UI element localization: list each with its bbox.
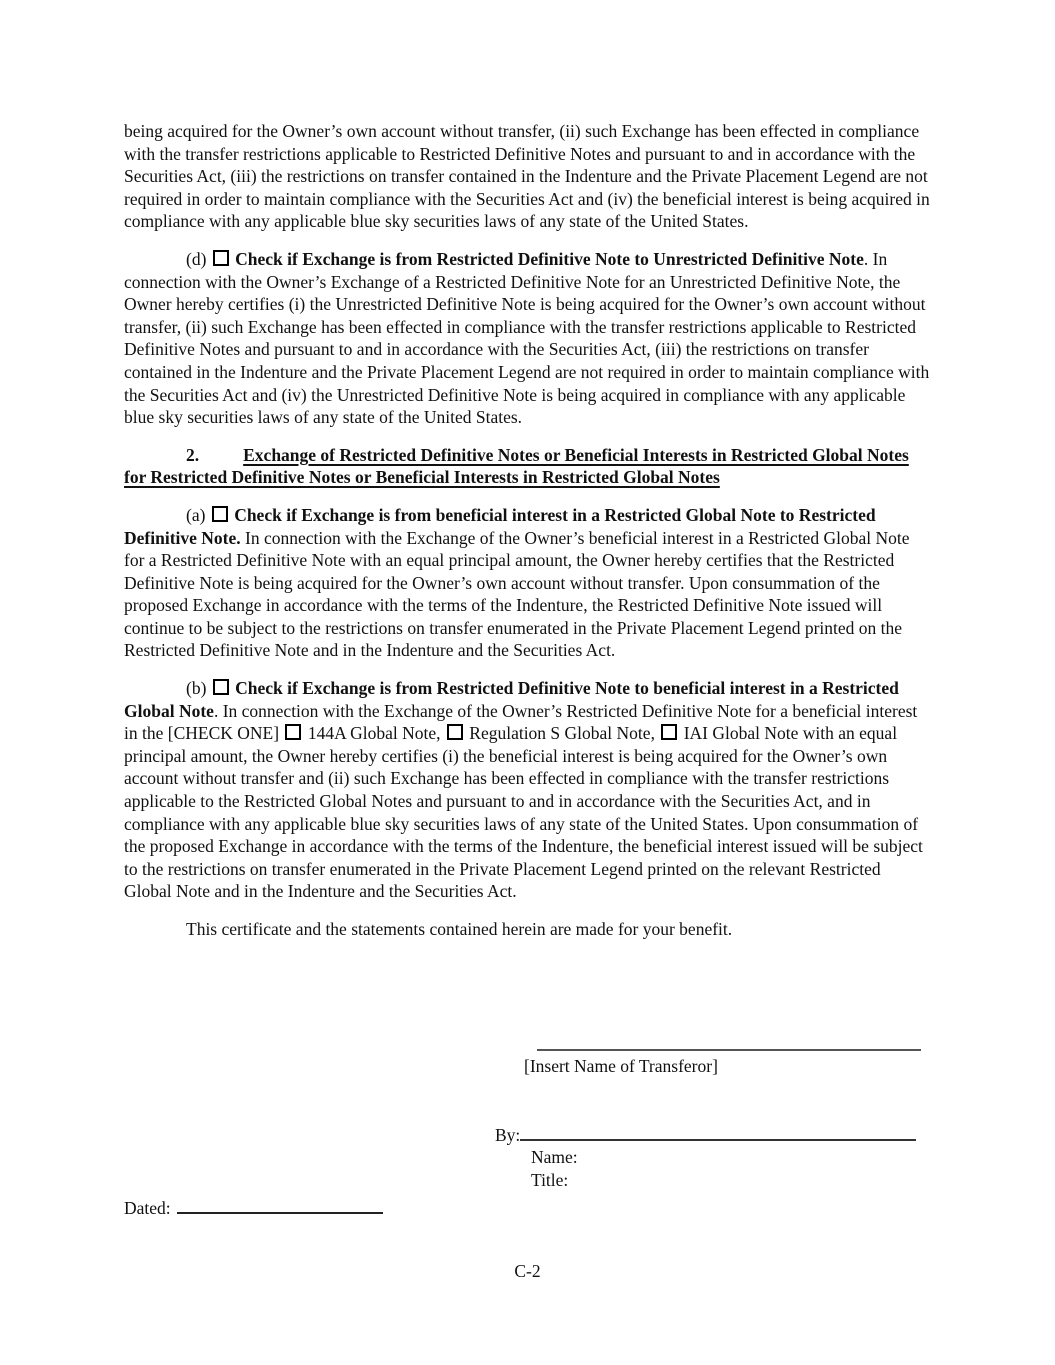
section-2-number: 2. — [186, 444, 200, 465]
transferor-signature-line — [537, 1049, 921, 1051]
checkbox-icon — [213, 250, 229, 266]
paragraph-a — [124, 504, 931, 662]
item-b-body-before: In connection with the Exchange of the Owner’s Restricted Definitive Note for a beneficial interest in the [CHECK ONE] — [124, 700, 918, 744]
option-iai-label: IAI Global Note — [683, 723, 799, 744]
continuation-text: being acquired for the Owner’s own account without transfer, (ii) such Exchange has been effected in compliance with the transfer restrictions applicable to Restricted Definitive Notes and pursuant to and in accordance with the Securities Act, (iii) the restrictions on transfer contained in the Indenture and the Private Placement Legend are not required in order to maintain compliance with the Securities Act and (iv) the beneficial interest is being acquired in compliance with any applicable blue sky securities laws of any state of the United States. — [124, 121, 930, 232]
item-d-heading: Check if Exchange is from Restricted Definitive Note to Unrestricted Definitive Note — [235, 248, 864, 269]
checkbox-icon — [213, 679, 229, 695]
paragraph-continuation — [124, 120, 931, 233]
document-body — [124, 120, 931, 941]
dated-line — [177, 1196, 383, 1214]
page-number: C-2 — [514, 1261, 541, 1281]
paragraph-d — [124, 248, 931, 429]
item-d-body: In connection with the Owner’s Exchange of a Restricted Definitive Note for an Unrestricted Definitive Note, the Owner hereby certifies (i) the Unrestricted Definitive Note is being acquired for the Owner’s own account without transfer, (ii) such Exchange has been effected in compliance with the transfer restrictions applicable to Restricted Definitive Notes and pursuant to and in accordance with the Securities Act, (iii) the restrictions on transfer contained in the Indenture and the Private Placement Legend are not required in order to maintain compliance with the Securities Act and (iv) the Unrestricted Definitive Note is being acquired in compliance with any applicable blue sky securities laws of any state of the United States. — [124, 248, 930, 428]
item-a-heading: Check if Exchange is from beneficial interest in a Restricted Global Note to Restricted Definitive Note. — [124, 504, 876, 548]
item-b-label: (b) — [186, 678, 207, 699]
checkbox-icon-regulation-s — [447, 724, 463, 740]
option-regulation-s-label: Regulation S Global Note, — [469, 723, 655, 744]
name-label: Name: — [531, 1147, 578, 1167]
closing-text: This certificate and the statements contained herein are made for your benefit. — [186, 919, 733, 939]
by-label: By: — [495, 1125, 521, 1145]
item-b-heading: Check if Exchange is from Restricted Definitive Note to beneficial interest in a Restricted Global Note — [124, 678, 899, 721]
transferor-name-label: [Insert Name of Transferor] — [524, 1056, 718, 1076]
item-a-body: In connection with the Exchange of the Owner’s beneficial interest in a Restricted Global Note for a Restricted Definitive Note with an equal principal amount, the Owner hereby certifies that the Restricted Definitive Note is being acquired for the Owner’s own account without transfer. Upon consummation of the proposed Exchange in accordance with the terms of the Indenture, the Restricted Definitive Note issued will continue to be subject to the restrictions on transfer enumerated in the Private Placement Legend printed on the Restricted Definitive Note and in the Indenture and the Securities Act. — [124, 527, 910, 661]
option-144a-label: 144A Global Note, — [307, 723, 441, 744]
item-b-period: . — [213, 700, 219, 721]
section-2-title: Exchange of Restricted Definitive Notes or Beneficial Interests in Restricted Global Notes for Restricted Definitive Notes or Beneficial Interests in Restricted Global Notes — [124, 444, 909, 488]
title-label: Title: — [531, 1170, 569, 1190]
dated-label: Dated: — [124, 1198, 171, 1218]
closing-statement — [124, 918, 931, 941]
checkbox-icon-iai — [661, 724, 677, 740]
item-d-period: . — [863, 248, 869, 269]
paragraph-b — [124, 677, 931, 903]
item-b-body-after: with an equal principal amount, the Owner hereby certifies (i) the beneficial interest is being acquired for the Owner’s own account without transfer and (ii) such Exchange has been effected in compliance with the transfer restrictions applicable to the Restricted Global Notes and pursuant to and in accordance with the Securities Act, and in compliance with any applicable blue sky securities laws of any state of the United States. Upon consummation of the proposed Exchange in accordance with the terms of the Indenture, the beneficial interest issued will be subject to the restrictions on transfer enumerated in the Private Placement Legend printed on the relevant Restricted Global Note and in the Indenture and the Securities Act. — [124, 723, 923, 902]
checkbox-icon — [212, 506, 228, 522]
item-d-label: (d) — [186, 248, 207, 269]
by-signature-line — [520, 1123, 916, 1141]
dated-row — [124, 1196, 383, 1220]
by-row — [495, 1123, 916, 1147]
section-2-heading — [124, 444, 931, 489]
item-a-label: (a) — [186, 504, 206, 525]
checkbox-icon-144a — [285, 724, 301, 740]
